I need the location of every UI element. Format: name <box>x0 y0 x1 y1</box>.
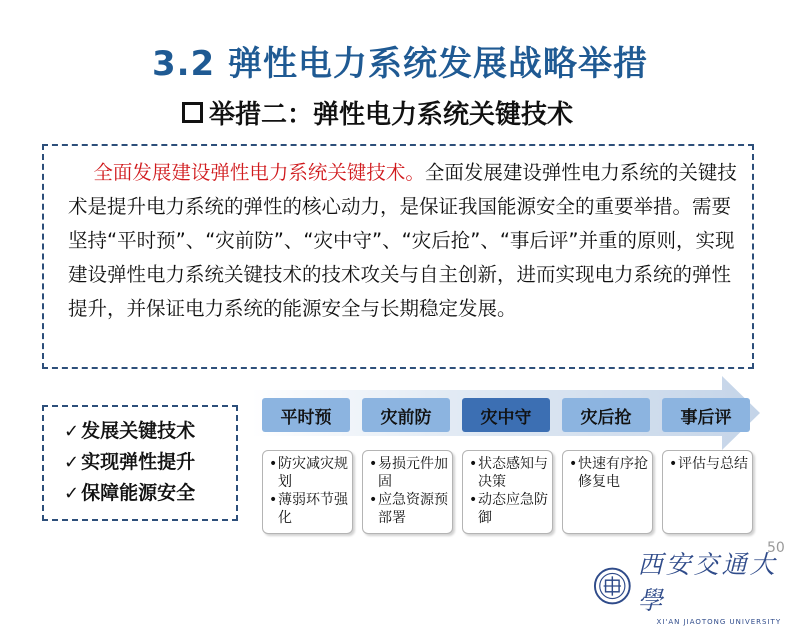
detail-text: 薄弱环节强化 <box>278 492 348 526</box>
bullet-icon: • <box>269 456 278 472</box>
subtitle <box>182 94 573 131</box>
detail-item <box>269 491 350 527</box>
bullet-icon: • <box>669 456 678 472</box>
logo-text <box>638 545 800 626</box>
main-paragraph <box>68 156 742 326</box>
main-text-box <box>42 144 754 369</box>
bullet-icon: • <box>469 456 478 472</box>
check-item <box>64 478 236 509</box>
stage-detail-box <box>562 450 653 534</box>
detail-item <box>369 455 450 491</box>
bullet-icon: • <box>469 492 478 508</box>
detail-item <box>669 455 750 473</box>
slide-title: 3.2 弹性电力系统发展战略举措 <box>151 44 649 84</box>
subtitle-text: 举措二：弹性电力系统关键技术 <box>209 100 574 130</box>
checkmark-icon: ✓ <box>64 421 80 442</box>
detail-text: 易损元件加固 <box>378 456 448 490</box>
stage-zaihouqiang: 灾后抢 <box>562 398 650 432</box>
detail-item <box>569 455 650 491</box>
bullet-icon: • <box>369 492 378 508</box>
stage-zaiqianfang: 灾前防 <box>362 398 450 432</box>
check-item-label: 实现弹性提升 <box>81 451 196 473</box>
stage-detail-box <box>262 450 353 534</box>
detail-item <box>469 491 550 527</box>
detail-text: 评估与总结 <box>678 456 748 472</box>
detail-item <box>269 455 350 491</box>
body-text: 全面发展建设弹性电力系统的关键技术是提升电力系统的弹性的核心动力，是保证我国能源安全的重要举措。需要坚持“平时预”、“灾前防”、“灾中守”、“灾后抢”、“事后评”并重的原则，实现建设弹性电力系统关键技术的技术攻关与自主创新，进而实现电力系统的弹性提升，并保证电力系统的能源安全与长期稳定发展。 <box>68 161 737 320</box>
stage-detail-box <box>362 450 453 534</box>
checkmark-icon: ✓ <box>64 452 80 473</box>
bullet-icon: • <box>369 456 378 472</box>
logo-name-english: XI'AN JIAOTONG UNIVERSITY <box>656 618 782 626</box>
stage-detail-box <box>662 450 753 534</box>
bullet-icon: • <box>269 492 278 508</box>
detail-text: 防灾减灾规划 <box>278 456 348 490</box>
stage-zaizhongshou: 灾中守 <box>462 398 550 432</box>
check-item-label: 保障能源安全 <box>81 482 196 504</box>
checkmark-icon: ✓ <box>64 483 80 504</box>
detail-item <box>469 455 550 491</box>
page-number: 50 <box>767 540 785 556</box>
detail-text: 应急资源预部署 <box>378 492 448 526</box>
check-item <box>64 416 236 447</box>
detail-text: 快速有序抢修复电 <box>578 456 648 490</box>
detail-item <box>369 491 450 527</box>
goals-checklist <box>42 405 238 521</box>
check-item-label: 发展关键技术 <box>81 420 196 442</box>
square-bullet-icon <box>182 102 203 123</box>
check-item <box>64 447 236 478</box>
detail-text: 状态感知与决策 <box>478 456 548 490</box>
bullet-icon: • <box>569 456 578 472</box>
stage-shihouping: 事后评 <box>662 398 750 432</box>
logo-name-chinese: 西安交通大學 <box>637 550 778 615</box>
stage-detail-box <box>462 450 553 534</box>
university-logo <box>593 545 800 626</box>
detail-text: 动态应急防御 <box>478 492 548 526</box>
stage-pingshiyu: 平时预 <box>262 398 350 432</box>
highlight-text: 全面发展建设弹性电力系统关键技术。 <box>93 161 425 184</box>
